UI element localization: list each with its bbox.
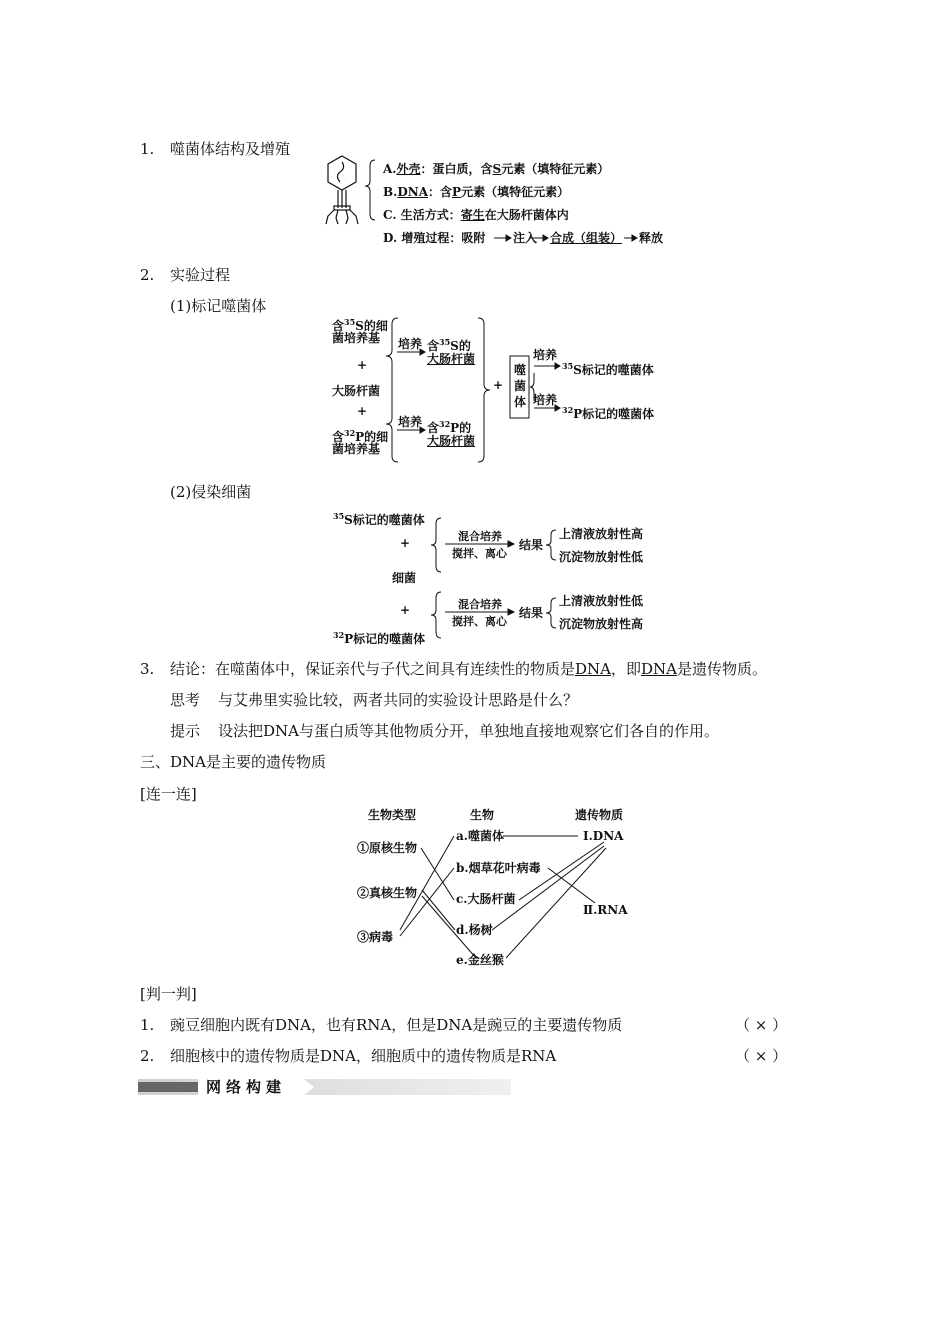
sec1-title: 噬菌体结构及增殖 [170,140,291,158]
link-type-1: ①原核生物 [357,841,418,855]
sec2-sub1: (1)标记噬菌体 [170,297,267,315]
d1-plus-1: + [357,358,368,372]
d1-medium-p-1: 含$^{32}$P的细 [332,428,389,444]
link-org-d: d.杨树 [456,923,493,937]
sec3-conclusion: 结论：在噬菌体中，保证亲代与子代之间具有连续性的物质是DNA，即DNA是遗传物质。 [170,660,768,678]
section-banner [138,1079,511,1095]
d1-phage-char-1: 噬 [514,363,527,377]
d2-stir-2: 搅拌、离心 [452,615,507,628]
sec3-number: 3. [140,660,155,678]
sec1-line-c: C. 生活方式：寄生在大肠杆菌体内 [383,208,569,222]
d1-medium-p-2: 菌培养基 [332,442,381,456]
d2-sed-2: 沉淀物放射性高 [559,617,644,631]
judge-heading: [判一判] [140,985,197,1003]
d2-mix-1: 混合培养 [458,530,502,543]
link-gm-dna: Ⅰ.DNA [583,829,624,843]
d2-bacteria: 细菌 [392,571,417,585]
link-org-b: b.烟草花叶病毒 [456,861,541,875]
d1-plus-2: + [357,404,368,418]
link-type-2: ②真核生物 [357,886,418,900]
d1-culture-1: 培养 [398,337,423,351]
d1-ecoli-s-1: 含$^{35}$S的 [427,337,471,353]
link-heading: [连一连] [140,785,197,803]
d1-culture-2: 培养 [398,415,423,429]
sec1-step-inject: 注入 [513,231,538,245]
link-gm-rna: Ⅱ.RNA [583,903,628,917]
sec1-step-release: 释放 [639,231,664,245]
d1-medium-s-2: 菌培养基 [332,331,381,345]
d1-phage-char-2: 菌 [514,379,527,393]
banner-title: 网络构建 [206,1078,287,1096]
judge-2-number: 2. [140,1047,155,1065]
link-header-type: 生物类型 [368,808,417,822]
sec2-sub2: (2)侵染细菌 [170,483,252,501]
link-header-gm: 遗传物质 [575,808,624,822]
d1-ecoli-p-1: 含$^{32}$P的 [427,419,472,435]
d1-medium-s-1: 含$^{35}$S的细 [332,317,388,333]
link-org-a: a.噬菌体 [456,829,504,843]
d1-output-p: $^{32}$P标记的噬菌体 [562,405,655,421]
sec1-line-d: D. 增殖过程：吸附 [383,231,486,245]
judge-1-number: 1. [140,1016,155,1034]
judge-1-mark: （ × ） [735,1016,788,1034]
link-type-3: ③病毒 [357,930,394,944]
d2-plus-1: + [400,536,411,550]
d2-phage-p: $^{32}$P标记的噬菌体 [333,630,426,646]
sec1-line-b: B.DNA：含P元素（填特征元素） [383,185,570,199]
sec3-hint-label: 提示 [170,722,201,740]
link-org-e: e.金丝猴 [456,953,504,967]
d1-plus-3: + [493,378,504,392]
link-org-c: c.大肠杆菌 [456,892,516,906]
d2-result-1: 结果 [519,538,544,552]
d2-stir-1: 搅拌、离心 [452,547,507,560]
sec3-think-label: 思考 [170,691,201,709]
d1-ecoli-s-2: 大肠杆菌 [427,352,476,366]
d1-ecoli: 大肠杆菌 [332,384,381,398]
d2-mix-2: 混合培养 [458,598,502,611]
d2-sed-1: 沉淀物放射性低 [559,550,644,564]
phage-icon [326,156,358,224]
d2-sup-2: 上清液放射性低 [559,594,644,608]
sec1-line-a: A.外壳：蛋白质，含S元素（填特征元素） [383,162,610,176]
d2-plus-2: + [400,603,411,617]
sec3-think: 与艾弗里实验比较，两者共同的实验设计思路是什么？ [218,691,579,709]
d1-ecoli-p-2: 大肠杆菌 [427,434,476,448]
d1-culture-3: 培养 [533,348,558,362]
judge-2-text: 细胞核中的遗传物质是DNA，细胞质中的遗传物质是RNA [170,1047,557,1065]
judge-2-mark: （ × ） [735,1047,788,1065]
d1-output-s: $^{35}$S标记的噬菌体 [562,361,654,377]
judge-1-text: 豌豆细胞内既有DNA，也有RNA，但是DNA是豌豆的主要遗传物质 [170,1016,623,1034]
d2-phage-s: $^{35}$S标记的噬菌体 [333,511,425,527]
d2-result-2: 结果 [519,606,544,620]
d1-culture-4: 培养 [533,393,558,407]
d1-phage-char-3: 体 [514,395,527,409]
d2-sup-1: 上清液放射性高 [559,527,644,541]
sec2-number: 2. [140,266,155,284]
sec1-number: 1. [140,140,155,158]
sec1-step-assemble: 合成（组装） [550,231,623,245]
sec3-hint: 设法把DNA与蛋白质等其他物质分开，单独地直接地观察它们各自的作用。 [218,722,719,740]
sec2-title: 实验过程 [170,266,231,284]
part3-title: 三、DNA是主要的遗传物质 [140,753,326,771]
link-header-org: 生物 [470,808,495,822]
